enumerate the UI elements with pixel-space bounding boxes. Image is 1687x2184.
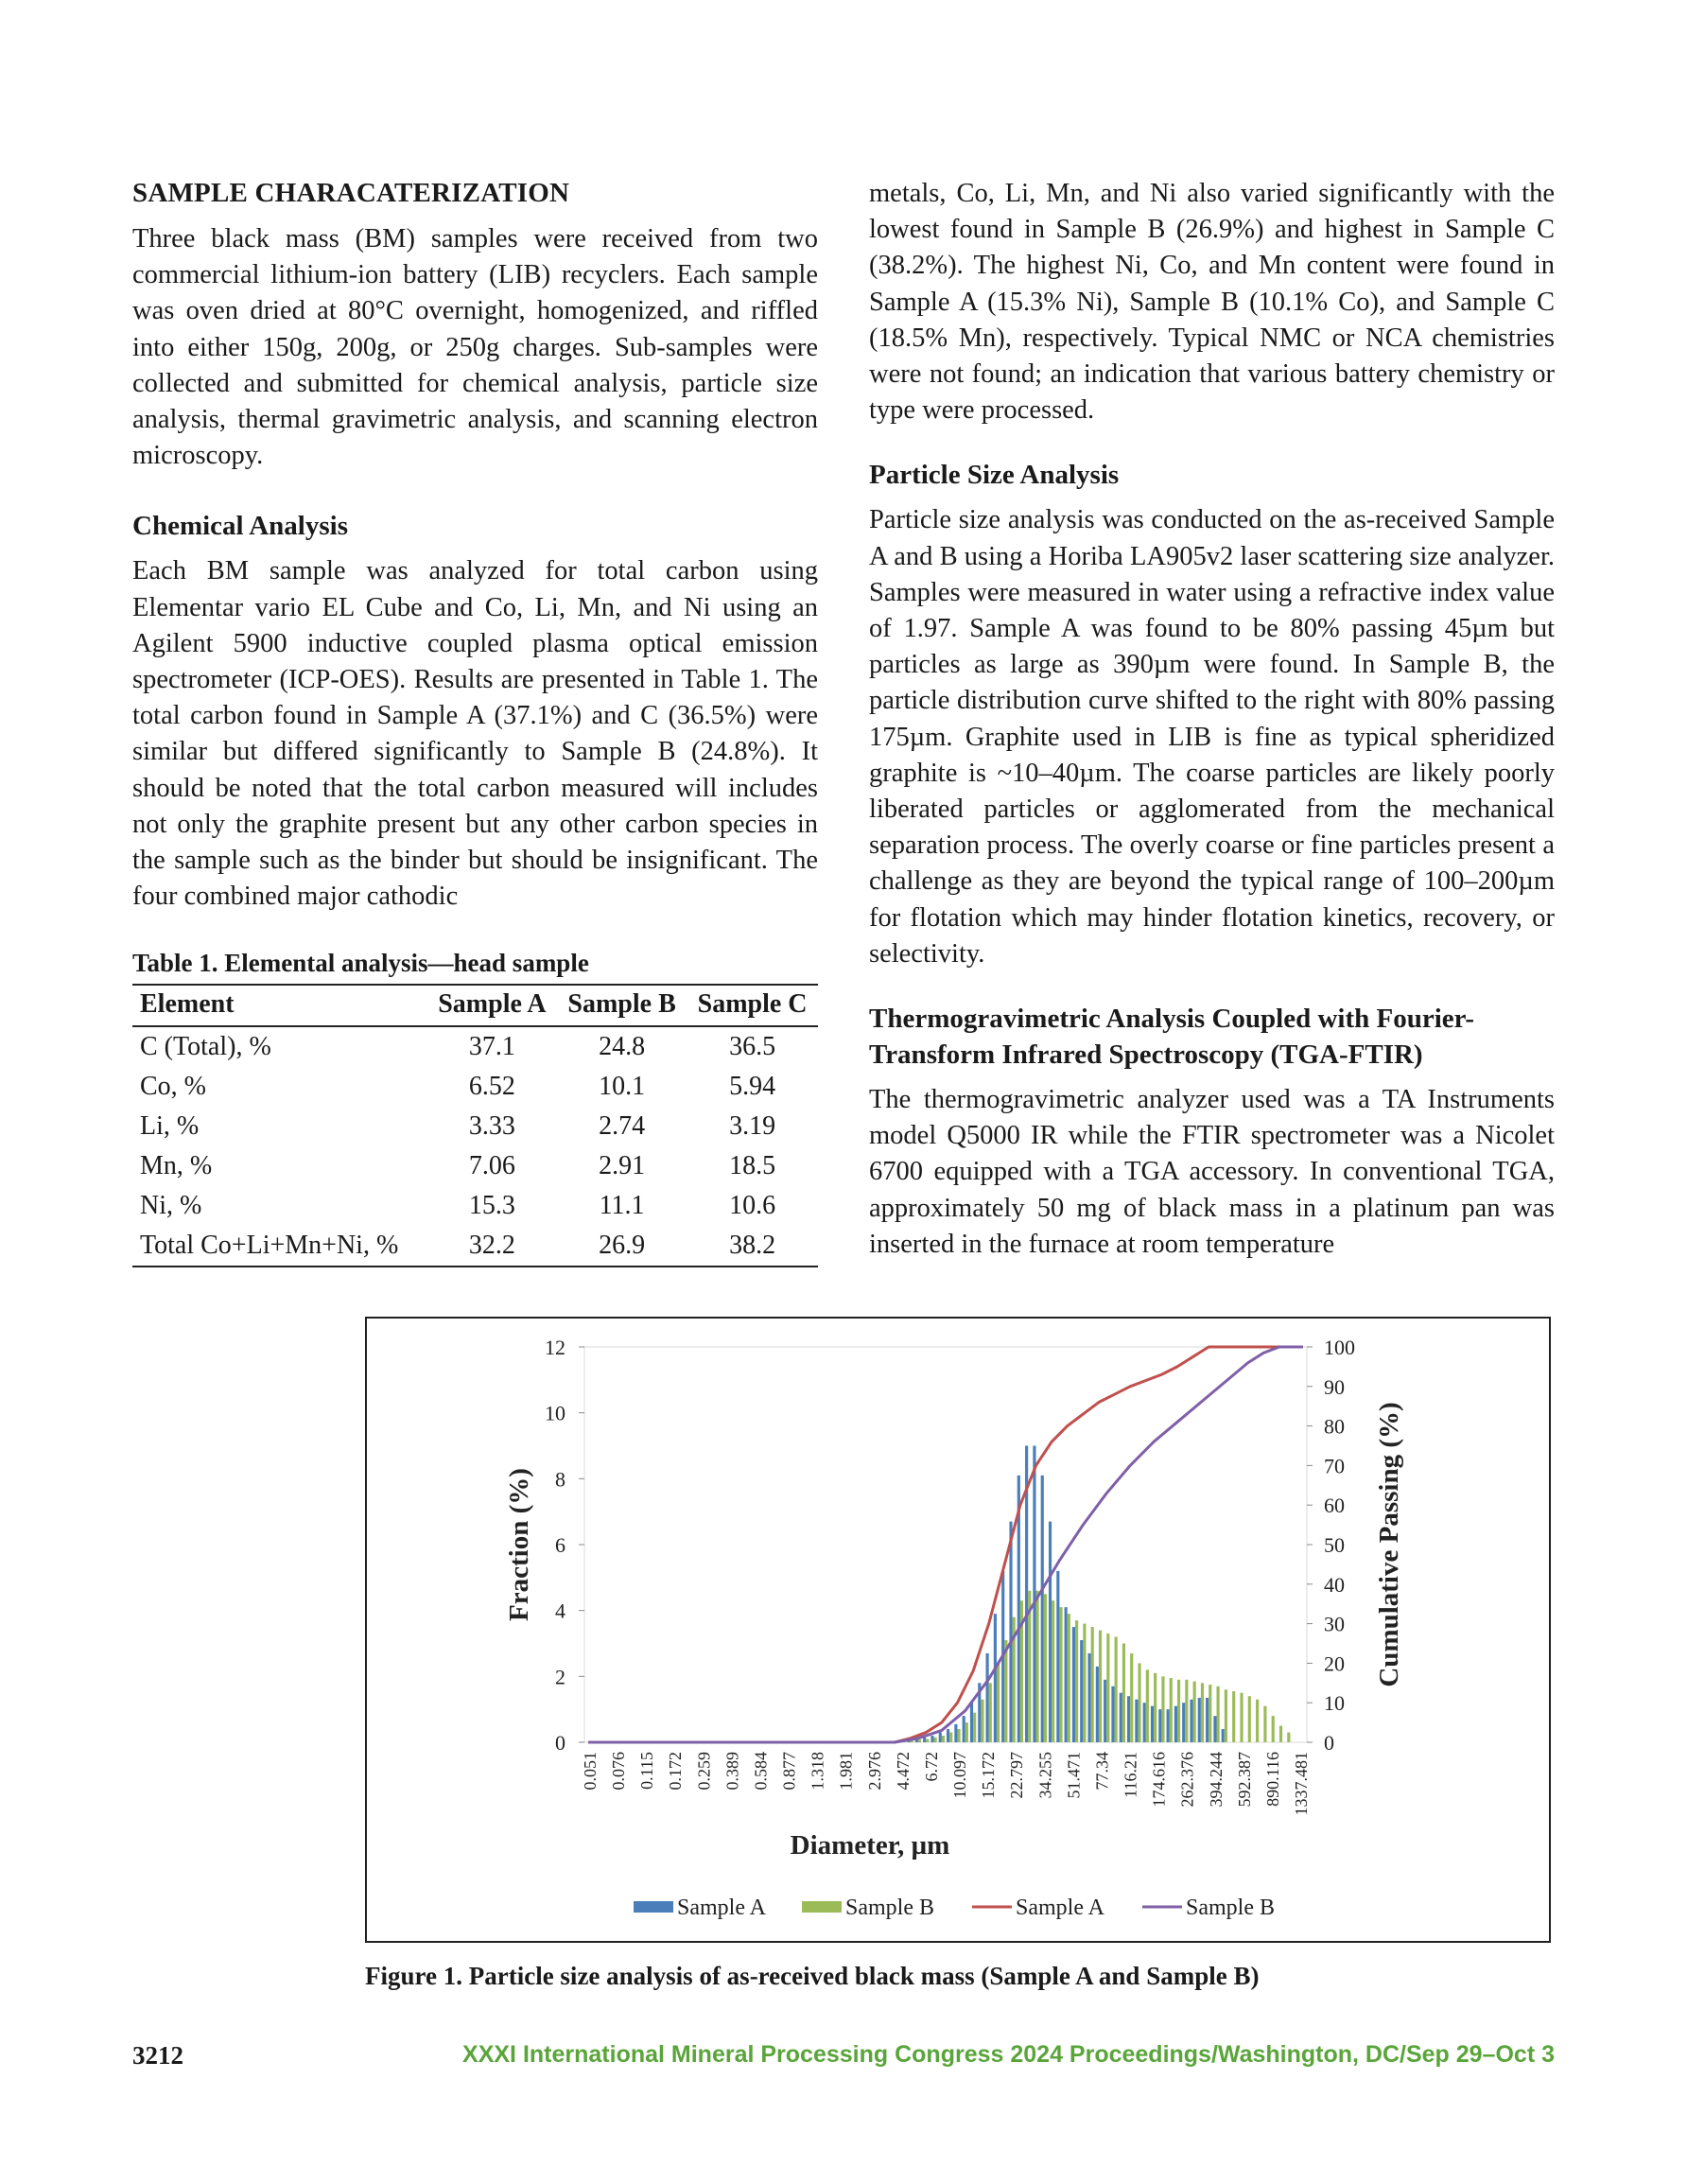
continued-paragraph: metals, Co, Li, Mn, and Ni also varied significantly with the lowest found in Sample B (26.9%) and highest in Sample C (38.2%). The highest Ni, Co, and Mn content were found in Sample A (15.3% Ni), Sample B (10.1% Co), and Sample C (18.5% Mn), respectively. Typical NMC or NCA chemistries were not found; an indication that various battery chemistry or type were processed. bbox=[869, 179, 1555, 426]
table-cell: 38.2 bbox=[687, 1226, 818, 1267]
bar-sample-a bbox=[1049, 1522, 1052, 1742]
table-cell: 2.91 bbox=[599, 1151, 646, 1181]
bar-sample-b bbox=[1146, 1669, 1149, 1742]
y2-axis-title: Cumulative Passing (%) bbox=[1374, 1402, 1404, 1687]
y2-tick-label: 0 bbox=[1324, 1731, 1334, 1755]
table-cell: 7.06 bbox=[468, 1151, 515, 1181]
table-cell: 24.8 bbox=[599, 1032, 646, 1062]
bar-sample-a bbox=[1087, 1653, 1090, 1742]
table-cell: 26.9 bbox=[557, 1226, 687, 1267]
x-tick-label: 77.34 bbox=[1092, 1752, 1112, 1791]
y-tick-label: 4 bbox=[555, 1599, 565, 1623]
bar-sample-a bbox=[963, 1716, 965, 1742]
x-tick-label: 174.616 bbox=[1149, 1752, 1169, 1808]
y-tick-label: 6 bbox=[555, 1533, 565, 1557]
table-row bbox=[132, 1107, 818, 1146]
x-tick-label: 592.387 bbox=[1234, 1752, 1254, 1808]
bar-sample-a bbox=[1056, 1571, 1059, 1742]
bar-sample-a bbox=[939, 1733, 942, 1742]
bar-sample-a bbox=[1198, 1698, 1201, 1742]
bar-sample-b bbox=[949, 1733, 952, 1742]
y2-tick-label: 100 bbox=[1324, 1336, 1355, 1359]
bar-sample-b bbox=[942, 1736, 945, 1742]
bar-sample-b bbox=[973, 1713, 976, 1742]
elemental-table bbox=[132, 984, 818, 1267]
y-tick-label: 0 bbox=[555, 1731, 565, 1755]
bar-sample-b bbox=[1217, 1686, 1220, 1742]
x-tick-label: 394.244 bbox=[1206, 1752, 1226, 1808]
x-tick-label: 6.72 bbox=[921, 1752, 941, 1782]
table-row bbox=[132, 1067, 818, 1107]
y2-tick-label: 70 bbox=[1324, 1454, 1345, 1478]
bar-sample-b bbox=[1068, 1614, 1070, 1742]
tga-ftir-paragraph: The thermogravimetric analyzer used was a TA Instruments model Q5000 IR while the FTIR spectrometer was a Nicolet 6700 equipped with a TGA accessory. In conventional TGA, approximately 50 mg of black mass in a platinum pan was inserted in the furnace at room temperature bbox=[869, 1085, 1555, 1259]
table-cell: Li, % bbox=[140, 1111, 200, 1142]
table-cell: Ni, % bbox=[140, 1191, 202, 1221]
bar-sample-b bbox=[1091, 1627, 1094, 1742]
bar-sample-a bbox=[1182, 1703, 1185, 1742]
x-tick-label: 0.259 bbox=[694, 1752, 714, 1791]
bar-sample-b bbox=[1004, 1640, 1007, 1742]
legend-swatch bbox=[802, 1901, 842, 1913]
bar-sample-b bbox=[957, 1729, 960, 1742]
bar-sample-b bbox=[997, 1663, 1000, 1742]
x-tick-label: 0.076 bbox=[609, 1752, 629, 1791]
x-tick-label: 0.115 bbox=[637, 1752, 657, 1790]
bar-sample-b bbox=[1059, 1607, 1062, 1742]
x-tick-label: 10.097 bbox=[950, 1752, 970, 1799]
right-column bbox=[869, 176, 1555, 1297]
table-cell: Co, % bbox=[140, 1072, 206, 1102]
table-cell: 3.19 bbox=[729, 1111, 776, 1142]
x-tick-label: 0.584 bbox=[751, 1752, 771, 1791]
bar-sample-b bbox=[1287, 1733, 1290, 1742]
bar-sample-a bbox=[930, 1736, 933, 1742]
bar-sample-b bbox=[1083, 1624, 1086, 1742]
legend-label: Sample A bbox=[677, 1896, 766, 1920]
table-cell: C (Total), % bbox=[140, 1032, 271, 1062]
bar-sample-b bbox=[1248, 1696, 1251, 1742]
x-tick-label: 34.255 bbox=[1035, 1752, 1055, 1799]
table-cell: 11.1 bbox=[599, 1191, 645, 1221]
bar-sample-a bbox=[1111, 1686, 1114, 1742]
table-cell: Mn, % bbox=[140, 1151, 213, 1181]
y2-tick-label: 40 bbox=[1324, 1572, 1345, 1597]
bar-sample-b bbox=[965, 1722, 968, 1742]
x-tick-label: 890.116 bbox=[1262, 1752, 1282, 1807]
bar-sample-a bbox=[1065, 1607, 1068, 1742]
bar-sample-a bbox=[1158, 1709, 1161, 1742]
table-cell: 18.5 bbox=[729, 1151, 776, 1181]
bar-sample-a bbox=[1213, 1716, 1216, 1742]
bar-sample-a bbox=[1190, 1700, 1192, 1742]
table-cell: 36.5 bbox=[729, 1032, 776, 1062]
bar-sample-a bbox=[1174, 1706, 1177, 1742]
conference-footer: XXXI International Mineral Processing Congress 2024 Proceedings/Washington, DC/Sep 29–Oct 3 bbox=[462, 2041, 1555, 2068]
bar-sample-b bbox=[1115, 1637, 1118, 1742]
bar-sample-b bbox=[1099, 1631, 1102, 1742]
table-row bbox=[132, 1026, 818, 1067]
bar-sample-a bbox=[1072, 1627, 1075, 1742]
table-cell: 15.3 bbox=[468, 1191, 515, 1221]
legend-swatch bbox=[634, 1901, 673, 1913]
bar-sample-b bbox=[1209, 1685, 1211, 1742]
bar-sample-b bbox=[1122, 1644, 1125, 1743]
particle-size-heading: Particle Size Analysis bbox=[869, 460, 1120, 491]
x-tick-label: 116.21 bbox=[1121, 1752, 1140, 1798]
bar-sample-a bbox=[923, 1738, 926, 1742]
bar-sample-a bbox=[1009, 1522, 1012, 1742]
bar-sample-a bbox=[1104, 1680, 1106, 1742]
y2-tick-label: 20 bbox=[1324, 1651, 1345, 1676]
bar-sample-a bbox=[986, 1653, 989, 1742]
x-tick-label: 0.389 bbox=[722, 1752, 742, 1791]
y-tick-label: 12 bbox=[545, 1336, 565, 1359]
bar-sample-b bbox=[934, 1738, 937, 1742]
table-header: Sample C bbox=[687, 985, 818, 1026]
chemical-analysis-heading: Chemical Analysis bbox=[132, 511, 348, 542]
y2-tick-label: 30 bbox=[1324, 1612, 1345, 1636]
y-tick-label: 8 bbox=[555, 1467, 565, 1492]
bar-sample-a bbox=[1206, 1698, 1209, 1742]
table-cell: Total Co+Li+Mn+Ni, % bbox=[132, 1226, 427, 1267]
section-title: SAMPLE CHARACATERIZATION bbox=[132, 178, 570, 208]
table-row bbox=[132, 1146, 818, 1186]
table-row bbox=[132, 1226, 818, 1267]
x-tick-label: 51.471 bbox=[1064, 1752, 1084, 1799]
particle-size-paragraph: Particle size analysis was conducted on the as-received Sample A and B using a Horiba LA905v2 laser scattering size analyzer. Samples were measured in water using a refractive index value of 1.97. Sample A was found to be 80% passing 45µm but particles as large as 390µm were found. In Sample B, the particle distribution curve shifted to the right with 80% passing 175µm. Graphite used in LIB is fine as typical spheridized graphite is ~10–40µm. The coarse particles are likely poorly liberated particles or agglomerated from the mechanical separation process. The overly coarse or fine particles present a challenge as they are beyond the typical range of 100–200µm for flotation which may hinder flotation kinetics, recovery, or selectivity. bbox=[869, 505, 1555, 969]
bar-sample-b bbox=[918, 1739, 921, 1742]
bar-sample-a bbox=[1127, 1696, 1130, 1742]
x-tick-label: 2.976 bbox=[864, 1752, 884, 1791]
table-cell: 2.74 bbox=[599, 1111, 646, 1142]
bar-sample-b bbox=[1052, 1600, 1054, 1742]
bar-sample-a bbox=[1096, 1667, 1099, 1742]
bar-sample-b bbox=[1106, 1634, 1109, 1742]
y2-tick-label: 50 bbox=[1324, 1533, 1345, 1557]
bar-sample-b bbox=[926, 1739, 929, 1742]
bar-sample-b bbox=[1193, 1682, 1196, 1742]
bar-sample-b bbox=[1138, 1663, 1140, 1742]
bar-sample-a bbox=[1222, 1729, 1225, 1742]
table-cell: 6.52 bbox=[468, 1072, 515, 1102]
bar-sample-a bbox=[1135, 1700, 1138, 1742]
bar-sample-a bbox=[1080, 1640, 1083, 1742]
bar-sample-a bbox=[954, 1724, 957, 1742]
table-header: Sample A bbox=[427, 985, 557, 1026]
bar-sample-b bbox=[1130, 1653, 1133, 1742]
figure-1 bbox=[365, 1317, 1551, 1943]
bar-sample-a bbox=[1151, 1706, 1154, 1742]
bar-sample-b bbox=[1240, 1693, 1243, 1742]
particle-size-chart bbox=[367, 1319, 1553, 1945]
table-header-row bbox=[132, 985, 818, 1026]
x-tick-label: 1.318 bbox=[808, 1752, 827, 1791]
figure-caption: Figure 1. Particle size analysis of as-received black mass (Sample A and Sample B) bbox=[365, 1962, 1260, 1990]
table-cell: 32.2 bbox=[427, 1226, 557, 1267]
x-tick-label: 262.376 bbox=[1177, 1752, 1197, 1808]
bar-sample-a bbox=[1033, 1446, 1035, 1743]
intro-paragraph: Three black mass (BM) samples were received from two commercial lithium-ion battery (LIB) recyclers. Each sample was oven dried at 80°C overnight, homogenized, and riffled into either 150g, 200g, or 250g charges. Sub-samples were collected and submitted for chemical analysis, particle size analysis, thermal gravimetric analysis, and scanning electron microscopy. bbox=[132, 224, 818, 471]
bar-sample-b bbox=[1225, 1689, 1227, 1742]
bar-sample-b bbox=[1263, 1706, 1266, 1742]
bar-sample-a bbox=[1143, 1703, 1146, 1742]
table-row bbox=[132, 1186, 818, 1226]
bar-sample-b bbox=[1232, 1691, 1235, 1742]
y2-tick-label: 60 bbox=[1324, 1494, 1345, 1518]
x-tick-label: 0.877 bbox=[779, 1752, 799, 1791]
plot-area bbox=[584, 1347, 1307, 1742]
bar-sample-b bbox=[1279, 1726, 1282, 1742]
bar-sample-b bbox=[1075, 1620, 1078, 1742]
bar-sample-b bbox=[1272, 1716, 1275, 1742]
bar-sample-a bbox=[947, 1729, 949, 1742]
bar-sample-b bbox=[989, 1683, 992, 1742]
bar-sample-b bbox=[1256, 1700, 1259, 1742]
x-tick-label: 4.472 bbox=[893, 1752, 913, 1791]
x-tick-label: 1337.481 bbox=[1292, 1752, 1311, 1816]
bar-sample-a bbox=[970, 1703, 973, 1742]
bar-sample-b bbox=[1044, 1594, 1047, 1742]
y-tick-label: 10 bbox=[545, 1401, 565, 1425]
bar-sample-a bbox=[1041, 1476, 1044, 1742]
x-tick-label: 15.172 bbox=[979, 1752, 999, 1799]
page-number: 3212 bbox=[132, 2041, 183, 2070]
x-tick-label: 1.981 bbox=[836, 1752, 856, 1791]
legend-label: Sample B bbox=[1186, 1896, 1275, 1920]
bar-sample-b bbox=[1154, 1673, 1157, 1742]
x-axis-title: Diameter, µm bbox=[790, 1830, 950, 1861]
tga-ftir-heading: Thermogravimetric Analysis Coupled with Fourier-Transform Infrared Spectroscopy (TGA-FTIR) bbox=[869, 1004, 1475, 1071]
y-tick-label: 2 bbox=[555, 1665, 565, 1689]
y2-tick-label: 80 bbox=[1324, 1414, 1345, 1439]
bar-sample-b bbox=[1170, 1678, 1173, 1742]
table-header: Sample B bbox=[557, 985, 687, 1026]
y2-tick-label: 90 bbox=[1324, 1374, 1345, 1399]
table-cell: 37.1 bbox=[468, 1032, 515, 1062]
bar-sample-b bbox=[1036, 1591, 1039, 1742]
y2-tick-label: 10 bbox=[1324, 1691, 1345, 1716]
bar-sample-a bbox=[1167, 1709, 1170, 1742]
x-tick-label: 0.051 bbox=[581, 1752, 600, 1791]
table-header: Element bbox=[132, 985, 427, 1026]
bar-sample-b bbox=[1161, 1676, 1164, 1742]
bar-sample-b bbox=[1177, 1680, 1180, 1742]
bar-sample-b bbox=[981, 1700, 983, 1742]
legend-label: Sample A bbox=[1016, 1896, 1104, 1920]
x-tick-label: 0.172 bbox=[666, 1752, 686, 1791]
x-tick-label: 22.797 bbox=[1007, 1752, 1027, 1799]
table-cell: 5.94 bbox=[729, 1072, 776, 1102]
left-column bbox=[132, 176, 818, 1267]
legend-label: Sample B bbox=[845, 1896, 934, 1920]
bar-sample-a bbox=[994, 1614, 997, 1742]
table-cell: 10.1 bbox=[599, 1072, 646, 1102]
table-cell: 3.33 bbox=[468, 1111, 515, 1142]
table-cell: 10.6 bbox=[729, 1191, 776, 1221]
bar-sample-b bbox=[1185, 1680, 1188, 1742]
table-caption: Table 1. Elemental analysis—head sample bbox=[132, 949, 589, 978]
bar-sample-b bbox=[1201, 1683, 1204, 1742]
chemical-analysis-paragraph: Each BM sample was analyzed for total carbon using Elementar vario EL Cube and Co, Li, Mn, and Ni using an Agilent 5900 inductive coupled plasma optical emission spectrometer (ICP-OES). Results are presented in Table 1. The total carbon found in Sample A (37.1%) and C (36.5%) were similar but differed significantly to Sample B (24.8%). It should be noted that the total carbon measured will includes not only the graphite present but any other carbon species in the sample such as the binder but should be insignificant. The four combined major cathodic bbox=[132, 556, 818, 912]
bar-sample-a bbox=[1120, 1693, 1122, 1742]
y-axis-title: Fraction (%) bbox=[504, 1468, 534, 1621]
